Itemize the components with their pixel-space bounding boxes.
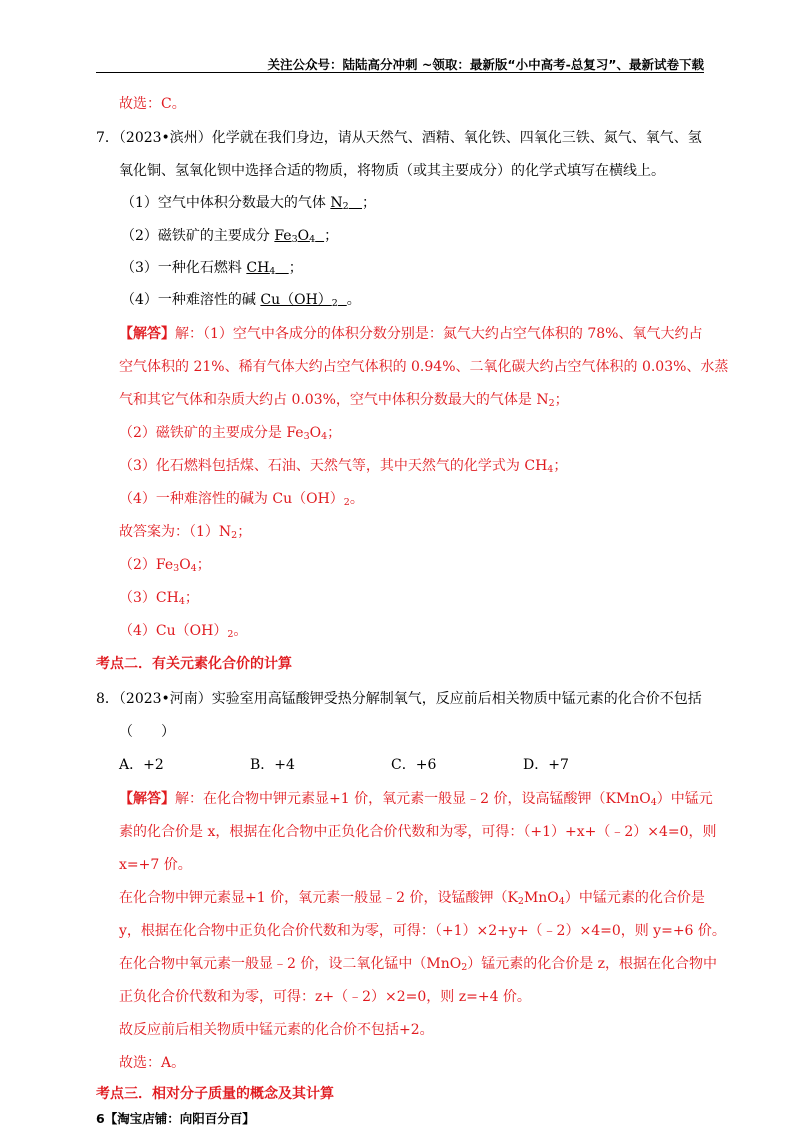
page-number: 6: [96, 1111, 105, 1126]
q7-item2: （2）磁铁矿的主要成分 $Fe_3O_4$ ；: [121, 228, 339, 245]
q7-answer-line4: $(4)Cu(OH)_2$。: [119, 623, 248, 640]
option-a: A．+2: [119, 757, 164, 773]
q7-solution-line2: 空气体积的 21%、稀有气体大约占空气体积的 0.94%、二氧化碳大约占空气体积的 0.03%、水蒸: [119, 359, 729, 375]
q7-line1: 7．（2023•滨州）化学就在我们身边，请从天然气、酒精、氧化铁、四氧化三铁、氮气、氧气、氢: [96, 130, 702, 146]
q7-item4-prompt: （4）一种难溶性的碱: [121, 292, 261, 308]
option-d: D．+7: [523, 757, 569, 773]
q8-solution-line4: 在化合物中钾元素显+1 价，氧元素一般显﹣2 价，设锰酸钾$(K_2MnO_4)$中锰元素的化合价是: [119, 890, 705, 907]
q7-answer-line2: $(2)Fe_3O_4$；: [119, 557, 211, 574]
previous-answer: 故选：C。: [119, 96, 186, 112]
section-heading-3: 考点三．相对分子质量的概念及其计算: [96, 1086, 334, 1102]
page-header: 关注公众号：陆陆高分冲刺 ~领取：最新版“小中高考-总复习”、最新试卷下载: [267, 57, 704, 72]
q7-item1: （1）空气中体积分数最大的气体 $N_2$ ；: [121, 195, 377, 212]
q8-solution-line7: 正负化合价代数和为零，可得：z+（﹣2）×2=0，则 z=+4 价。: [119, 989, 531, 1005]
q8-solution-line5: y，根据在化合物中正负化合价代数和为零，可得：（+1）×2+y+（﹣2）×4=0，则 y=+6 价。: [119, 923, 726, 939]
page-footer: [96, 1109, 255, 1127]
q8-solution-line2: 素的化合价是 x，根据在化合物中正负化合价代数和为零，可得：（+1）+x+（﹣2）×4=0，则: [119, 824, 717, 840]
q7-item3-prompt: （3）一种化石燃料: [121, 260, 247, 276]
q7-item1-answer-blank: $N_2$: [330, 195, 349, 212]
q8-options: [119, 755, 619, 775]
header-rule: [96, 72, 704, 73]
solution-tag: 【解答】: [119, 326, 175, 342]
q8-solution-line8: 故反应前后相关物质中锰元素的化合价不包括+2。: [119, 1022, 434, 1038]
q8-solution-line1: 【解答】解：在化合物中钾元素显+1 价，氧元素一般显﹣2 价，设高锰酸钾（KMnO$_4$）中锰元: [119, 791, 713, 808]
q7-answer-line1: 故答案为：$(1)N_2$；: [119, 524, 252, 541]
q7-item4-answer-blank: $Cu(OH)_2$: [260, 292, 338, 309]
q7-line2: 氧化铜、氢氧化钡中选择合适的物质，将物质（或其主要成分）的化学式填写在横线上。: [119, 163, 665, 179]
q8-line2: （ ）: [119, 724, 175, 740]
q7-solution-line1: 【解答】解：（1）空气中各成分的体积分数分别是：氮气大约占空气体积的 78%、氧气大约占: [119, 326, 703, 342]
q7-item2-prompt: （2）磁铁矿的主要成分: [121, 228, 275, 244]
option-b: B．+4: [250, 757, 295, 773]
option-c: C．+6: [391, 757, 437, 773]
q8-solution-line6: 在化合物中氧元素一般显﹣2 价，设二氧化锰中（MnO$_2$）锰元素的化合价是 z，根据在化合物中: [119, 956, 718, 973]
section-heading-2: 考点二．有关元素化合价的计算: [96, 656, 292, 672]
q8-solution-line3: x=+7 价。: [119, 857, 192, 873]
q7-item1-prompt: （1）空气中体积分数最大的气体: [121, 195, 331, 211]
footer-shop-label: 【淘宝店铺：向阳百分百】: [104, 1111, 255, 1126]
q7-answer-line3: $(3)CH_4$；: [119, 590, 199, 607]
solution-tag: 【解答】: [119, 791, 175, 807]
q7-solution-line4: （2）磁铁矿的主要成分是 $Fe_3O_4$；: [119, 425, 342, 442]
q8-solution-line9: 故选：A。: [119, 1055, 186, 1071]
q7-item3-answer-blank: $CH_4$: [246, 260, 276, 277]
q7-solution-line6: （4）一种难溶性的碱为 $Cu(OH)_2$。: [119, 491, 364, 508]
q7-solution-line3: 气和其它气体和杂质大约占 0.03%，空气中体积分数最大的气体是 $N_2$；: [119, 392, 569, 409]
q8-line1: 8．（2023•河南）实验室用高锰酸钾受热分解制氧气，反应前后相关物质中锰元素的化合价不包括: [96, 691, 702, 707]
q7-item3: （3）一种化石燃料 $CH_4$ ；: [121, 260, 303, 277]
q7-solution-line5: （3）化石燃料包括煤、石油、天然气等，其中天然气的化学式为 $CH_4$；: [119, 458, 568, 475]
q7-item2-answer-blank: $Fe_3O_4$: [274, 228, 316, 245]
q7-item4: （4）一种难溶性的碱 $Cu(OH)_2$ 。: [121, 292, 361, 309]
